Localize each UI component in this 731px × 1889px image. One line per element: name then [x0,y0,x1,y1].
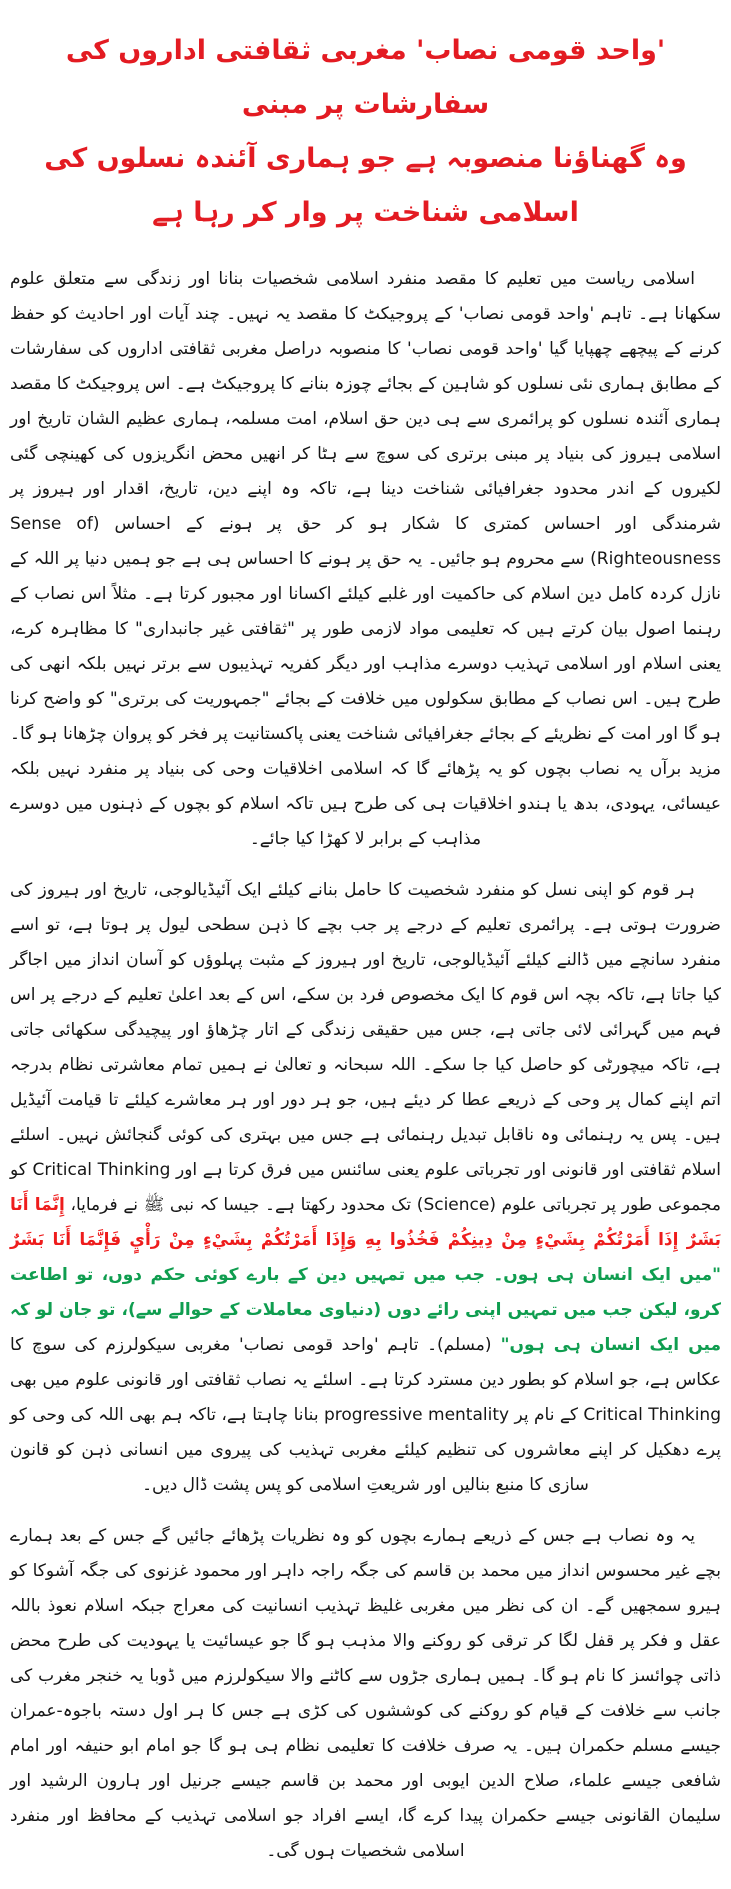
hadith-source-reference: (مسلم)۔ [418,1335,492,1355]
hadith-translation-text: "میں ایک انسان ہی ہوں۔ جب میں تمہیں دین کے بارے کوئی حکم دوں، تو اطاعت کرو، لیکن جب میں تمہیں اپنی رائے دوں (دنیاوی معاملات کے حوالے سے)، تو جان لو کہ میں ایک انسان ہی ہوں" [10,1265,721,1355]
paragraph-conclusion [10,1519,721,1869]
paragraph-ideology-tail: تاہم 'واحد قومی نصاب' مغربی سیکولرزم کی سوچ کا عکاس ہے، جو اسلام کو بطور دین مسترد کرتا ہے۔ اسلئے یہ نصاب ثقافتی اور قانونی علوم میں بھی Critical Thinking کے نام پر progressive mentality بنانا چاہتا ہے، تاکہ ہم بھی اللہ کی وحی کو پرے دھکیل کر اپنے معاشروں کی تنظیم کیلئے مغربی تہذیب کی پیروی میں انسانی ذہن کو قانون سازی کا منبع بنالیں اور شریعتِ اسلامی کو پس پشت ڈال دیں۔ [10,1335,721,1495]
article-title-line-2: وہ گھناؤنا منصوبہ ہے جو ہماری آئندہ نسلوں کی اسلامی شناخت پر وار کر رہا ہے [44,143,687,228]
paragraph-ideology [10,873,721,1503]
article-title-line-1: 'واحد قومی نصاب' مغربی ثقافتی اداروں کی سفارشات پر مبنی [65,35,666,120]
paragraph-intro [10,262,721,857]
hadith-arabic-text: إِنَّمَا أَنَا بَشَرٌ إِذَا أَمَرْتُكُمْ بِشَيْءٍ مِنْ دِينِكُمْ فَخُذُوا بِهِ وَإِذَا أَمَرْتُكُمْ بِشَيْءٍ مِنْ رَأْيٍ فَإِنَّمَا أَنَا بَشَرٌ [10,1195,721,1250]
paragraph-ideology-lead: ہر قوم کو اپنی نسل کو منفرد شخصیت کا حامل بنانے کیلئے ایک آئیڈیالوجی، تاریخ اور ہیروز کی ضرورت ہوتی ہے۔ پرائمری تعلیم کے درجے پر جب بچے کا ذہن سطحی لیول پر ہوتا ہے، تو اسے منفرد سانچے میں ڈالنے کیلئے آئیڈیالوجی، تاریخ اور ہیروز کے مثبت پہلوؤں کو آسان انداز میں اجاگر کیا جاتا ہے، تاکہ بچہ اس قوم کا ایک مخصوص فرد بن سکے، اس کے بعد اعلیٰ تعلیم کے درجے پر اس فہم میں گہرائی لائی جاتی ہے، جس میں حقیقی زندگی کے اتار چڑھاؤ اور پیچیدگی سکھائی جاتی ہے، تاکہ میچورٹی کو حاصل کیا جا سکے۔ اللہ سبحانہ و تعالیٰ نے ہمیں تمام معاشرتی نظام بدرجہ اتم اپنے کمال پر وحی کے ذریعے عطا کر دیئے ہیں، جو ہر دور اور ہر معاشرے کیلئے تا قیامت آئیڈیل ہیں۔ پس یہ رہنمائی وہ ناقابل تبدیل رہنمائی ہے جس میں بہتری کی کوئی گنجائش نہیں۔ اسلئے اسلام ثقافتی اور قانونی اور تجرباتی علوم یعنی سائنس میں فرق کرتا ہے اور Critical Thinking کو مجموعی طور پر تجرباتی علوم (Science) تک محدود رکھتا ہے۔ جیسا کہ نبی ﷺ نے فرمایا، [10,880,722,1215]
paragraph-conclusion-text: یہ وہ نصاب ہے جس کے ذریعے ہمارے بچوں کو وہ نظریات پڑھائے جائیں گے جس کے بعد ہمارے بچے غیر محسوس انداز میں محمد بن قاسم کی جگہ راجہ داہر اور محمود غزنوی کی جگہ آشوکا کو ہیرو سمجھیں گے۔ ان کی نظر میں مغربی غلیظ تہذیب انسانیت کی معراج جبکہ اسلام نعوذ باللہ عقل و فکر پر قفل لگا کر ترقی کو روکنے والا مذہب ہو گا جو عیسائیت یا یہودیت کی طرح محض ذاتی چوائسز کا نام ہو گا۔ ہمیں ہماری جڑوں سے کاٹنے والا سیکولرزم میں ڈوبا یہ خنجر مغرب کی جانب سے خلافت کے قیام کو روکنے کی کوششوں کی کڑی ہے جس کا ہر اول دستہ باجوہ-عمران جیسے مسلم حکمران ہیں۔ یہ صرف خلافت کا تعلیمی نظام ہی ہو گا جو امام ابو حنیفہ اور امام شافعی جیسے علماء، صلاح الدین ایوبی اور محمد بن قاسم جیسے جرنیل اور ہارون الرشید اور سلیمان القانونی جیسے حکمران پیدا کرے گا، ایسے افراد جو اسلامی تہذیب کے محافظ اور منفرد اسلامی شخصیات ہوں گی۔ [10,1526,721,1861]
paragraph-intro-text: اسلامی ریاست میں تعلیم کا مقصد منفرد اسلامی شخصیات بنانا اور زندگی سے متعلق علوم سکھانا ہے۔ تاہم 'واحد قومی نصاب' کے پروجیکٹ کا مقصد یہ نہیں۔ چند آیات اور احادیث کو حفظ کرنے کے پیچھے چھپایا گیا 'واحد قومی نصاب' کا منصوبہ دراصل مغربی ثقافتی اداروں کی سفارشات کے مطابق ہماری نئی نسلوں کو شاہین کے بجائے چوزہ بنانے کا پروجیکٹ ہے۔ اس پروجیکٹ کا مقصد ہماری آئندہ نسلوں کو پرائمری سے ہی دین حق اسلام، امت مسلمہ، ہماری عظیم الشان تاریخ اور اسلامی ہیروز کی بنیاد پر مبنی برتری کی سوچ سے ہٹا کر انھیں محض انگریزوں کی کھینچی گئی لکیروں کے اندر محدود جغرافیائی شناخت دینا ہے، تاکہ وہ اپنے دین، تاریخ، اقدار اور ہیروز پر شرمندگی اور احساس کمتری کا شکار ہو کر حق پر ہونے کے احساس (Sense of Righteousness) سے محروم ہو جائیں۔ یہ حق پر ہونے کا احساس ہی ہے جو ہمیں دنیا پر اللہ کے نازل کردہ کامل دین اسلام کی حاکمیت اور غلبے کیلئے اکسانا اور مجبور کرتا ہے۔ مثلاً اس نصاب کے رہنما اصول بیان کرتے ہیں کہ تعلیمی مواد لازمی طور پر "ثقافتی غیر جانبداری" کا مظاہرہ کرے، یعنی اسلام اور اسلامی تہذیب دوسرے مذاہب اور دیگر کفریہ تہذیبوں سے برتر نہیں بلکہ انھی کی طرح ہیں۔ اس نصاب کے مطابق سکولوں میں خلافت کے بجائے "جمہوریت کی برتری" کو واضح کرنا ہو گا اور امت کے نظریئے کے بجائے جغرافیائی شناخت یعنی پاکستانیت پر فخر کو پروان چڑھانا ہو گا۔ مزید برآں یہ نصاب بچوں کو یہ پڑھائے گا کہ اسلامی اخلاقیات وحی کی بنیاد پر منفرد نہیں بلکہ عیسائی، یہودی، بدھ یا ہندو اخلاقیات ہی کی طرح ہیں تاکہ اسلام کو بچوں کے ذہنوں میں دوسرے مذاہب کے برابر لا کھڑا کیا جائے۔ [10,269,722,849]
article-title [10,24,721,240]
